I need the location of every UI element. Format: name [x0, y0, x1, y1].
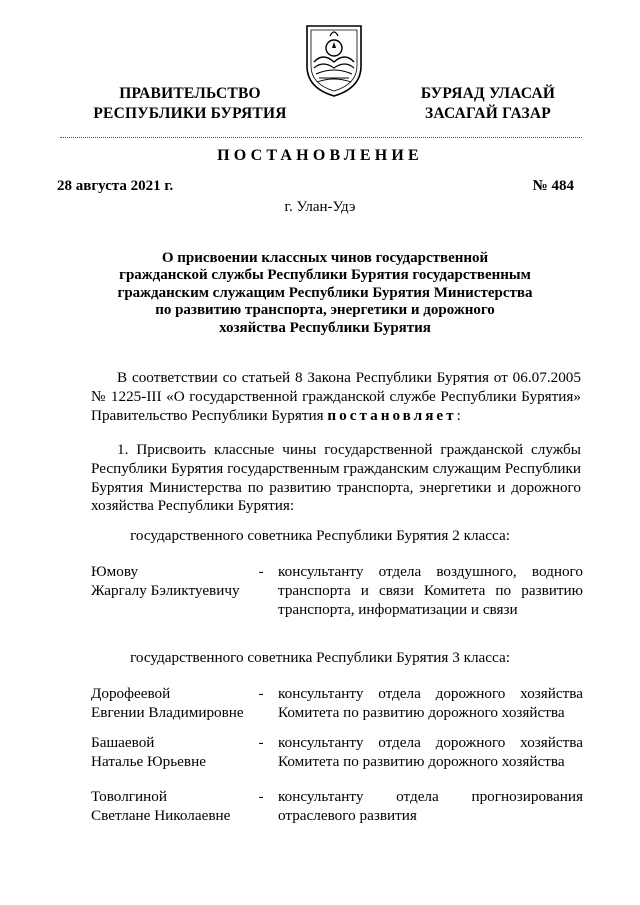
preamble-text: В соответствии со статьей 8 Закона Республики Бурятия от 06.07.2005 № 1225-III «О государственной гражданской службе Республики Бурятия» Правительство Республики Бурятия: [91, 369, 581, 424]
preamble-end: :: [456, 406, 461, 424]
appointee-position: консультанту отдела дорожного хозяйства Комитета по развитию дорожного хозяйства: [278, 685, 583, 721]
subject-line: О присвоении классных чинов государственной: [161, 250, 489, 266]
header-right-line1: БУРЯАД УЛАСАЙ: [420, 85, 556, 102]
dash-separator: -: [258, 685, 264, 702]
document-subject: [110, 250, 540, 337]
appointee-position: консультанту отдела прогнозирования отраслевого развития: [278, 788, 583, 824]
dash-separator: -: [258, 734, 264, 751]
appointee-position: консультанту отдела воздушного, водного транспорта и связи Комитета по развитию транспорта, информатизации и связи: [278, 563, 583, 618]
document-title: ПОСТАНОВЛЕНИЕ: [217, 147, 423, 164]
subject-line: хозяйства Республики Бурятия: [219, 319, 431, 336]
preamble-resolves: постановляет: [327, 406, 457, 424]
appointee-name: Товолгиной Светлане Николаевне: [91, 788, 231, 824]
document-number: № 484: [532, 178, 574, 194]
header-right-line2: ЗАСАГАЙ ГАЗАР: [425, 105, 551, 122]
clause-1-paragraph: 1. Присвоить классные чины государственной гражданской службы Республики Бурятия государственным гражданским служащим Республики Бурятия Министерства по развитию транспорта, энергетики и дорожного хозяйства Республики Бурятия:: [91, 441, 581, 515]
preamble-paragraph: [91, 369, 581, 425]
document-date: 28 августа 2021 г.: [57, 178, 174, 194]
dash-separator: -: [258, 788, 264, 805]
header-right: [388, 84, 588, 124]
subject-line: гражданской службы Республики Бурятия государственным: [119, 267, 531, 284]
header-left-line2: РЕСПУБЛИКИ БУРЯТИЯ: [93, 105, 287, 122]
rank-heading-2-class: государственного советника Республики Бурятия 2 класса:: [130, 527, 510, 544]
appointee-name: Башаевой Наталье Юрьевне: [91, 734, 206, 770]
rank-heading-3-class: государственного советника Республики Бурятия 3 класса:: [130, 649, 510, 666]
header-left: [70, 84, 310, 124]
appointee-name: Юмову Жаргалу Бэликтуевичу: [91, 563, 240, 599]
header-left-line1: ПРАВИТЕЛЬСТВО: [119, 85, 261, 102]
subject-line: по развитию транспорта, энергетики и дорожного: [155, 302, 495, 319]
coat-of-arms-emblem: [301, 22, 367, 98]
subject-line: гражданским служащим Республики Бурятия Министерства: [117, 284, 533, 301]
document-city: г. Улан-Удэ: [284, 199, 356, 215]
header-divider: [60, 137, 582, 138]
appointee-name: Дорофеевой Евгении Владимировне: [91, 685, 244, 721]
dash-separator: -: [258, 563, 264, 580]
appointee-position: консультанту отдела дорожного хозяйства Комитета по развитию дорожного хозяйства: [278, 734, 583, 770]
